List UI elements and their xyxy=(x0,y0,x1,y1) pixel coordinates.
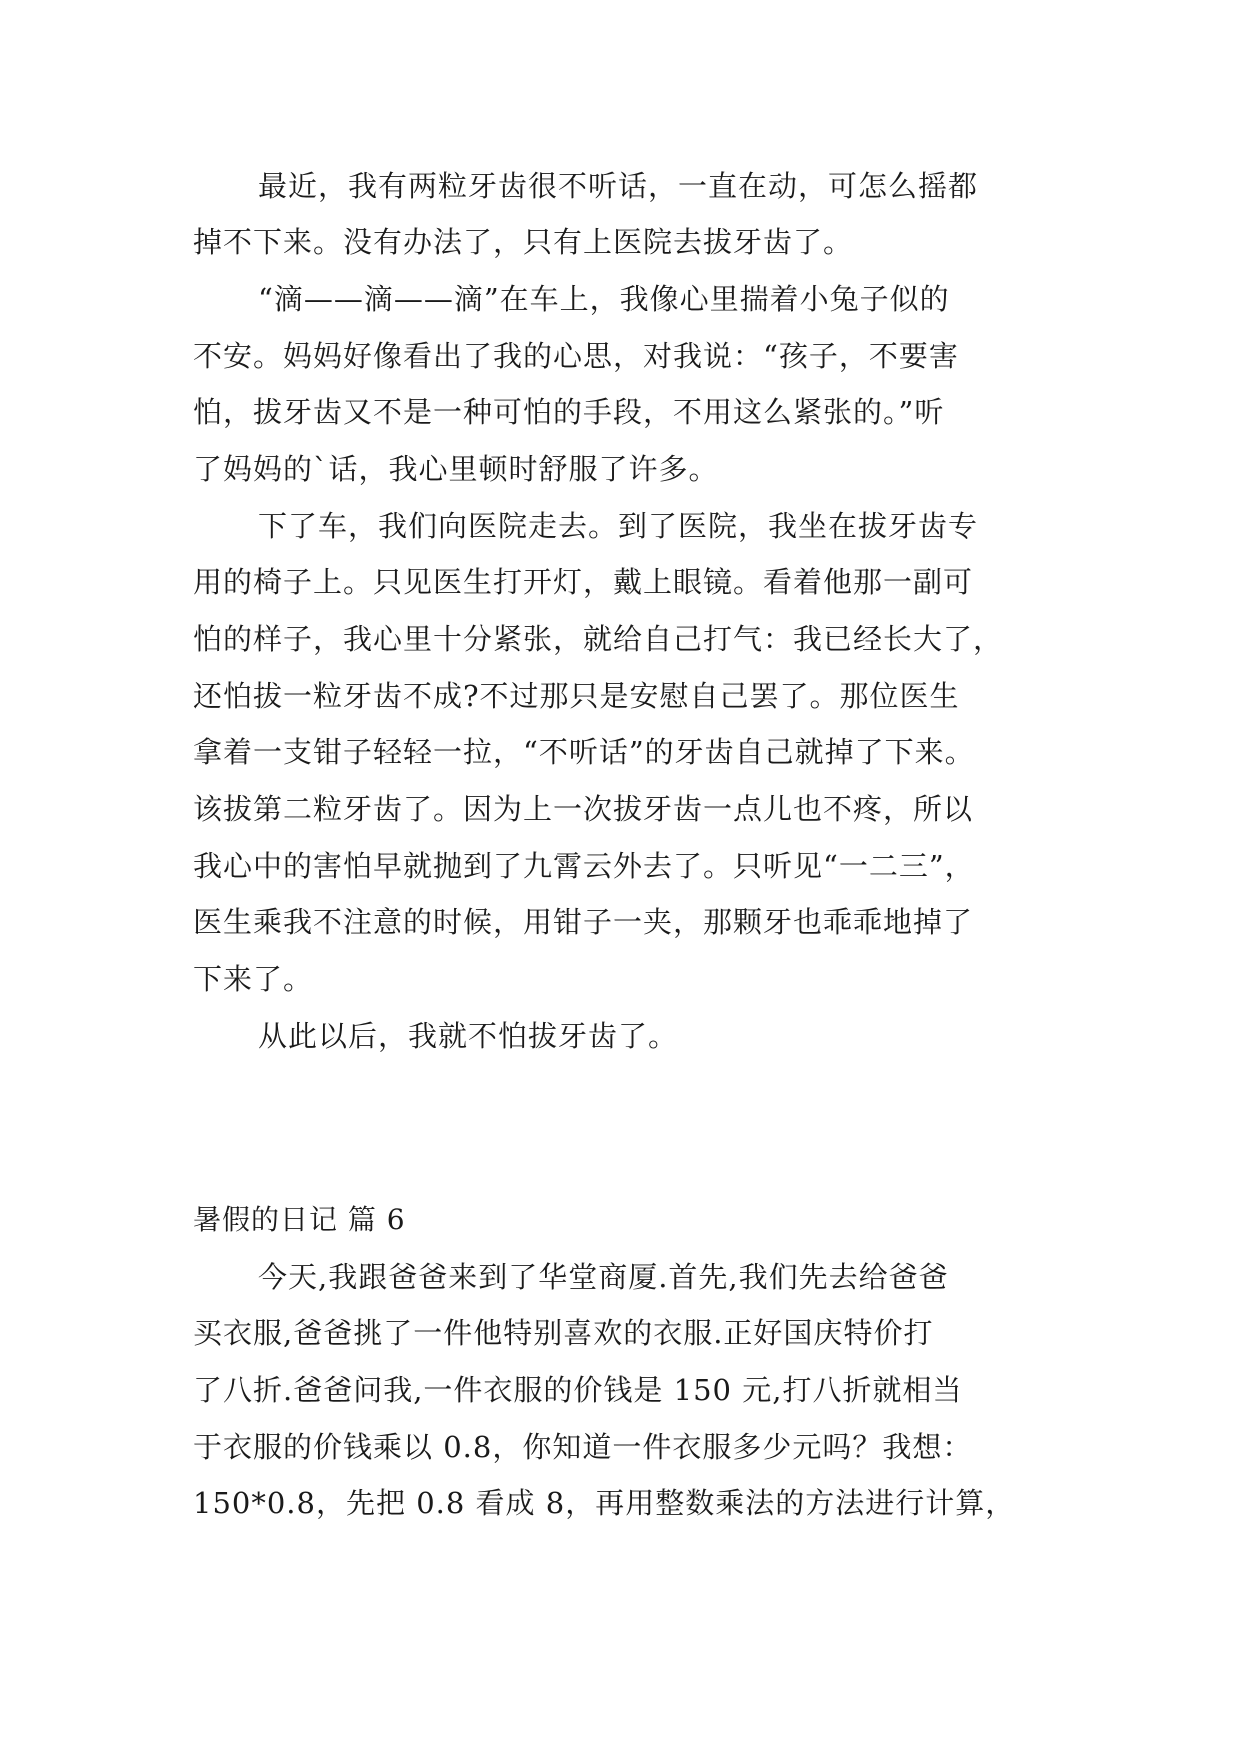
text-line: 了妈妈的`话，我心里顿时舒服了许多。 xyxy=(193,452,719,486)
text-line: 了八折.爸爸问我,一件衣服的价钱是 150 元,打八折就相当 xyxy=(193,1373,963,1407)
text-line: 怕，拔牙齿又不是一种可怕的手段，不用这么紧张的。”听 xyxy=(193,395,945,429)
text-line: 150*0.8，先把 0.8 看成 8，再用整数乘法的方法进行计算， xyxy=(193,1486,1016,1520)
text-line: 我心中的害怕早就抛到了九霄云外去了。只听见“一二三”， xyxy=(193,849,975,883)
section-title: 暑假的日记 篇 6 xyxy=(193,1203,406,1236)
text-line: 还怕拔一粒牙齿不成?不过那只是安慰自己罢了。那位医生 xyxy=(193,679,960,713)
text-line: 下了车，我们向医院走去。到了医院，我坐在拔牙齿专 xyxy=(258,509,979,543)
text-line: 不安。妈妈好像看出了我的心思，对我说：“孩子，不要害 xyxy=(193,339,959,373)
text-line: 最近，我有两粒牙齿很不听话，一直在动，可怎么摇都 xyxy=(258,169,979,203)
text-line: 买衣服,爸爸挑了一件他特别喜欢的衣服.正好国庆特价打 xyxy=(193,1316,934,1350)
text-line: 从此以后，我就不怕拔牙齿了。 xyxy=(258,1019,679,1053)
text-line: 该拔第二粒牙齿了。因为上一次拔牙齿一点儿也不疼，所以 xyxy=(193,792,974,826)
text-line: 医生乘我不注意的时候，用钳子一夹，那颗牙也乖乖地掉了 xyxy=(193,905,974,939)
text-line: 用的椅子上。只见医生打开灯，戴上眼镜。看着他那一副可 xyxy=(193,565,974,599)
text-line: 怕的样子，我心里十分紧张，就给自己打气：我已经长大了， xyxy=(193,622,1004,656)
text-line: 拿着一支钳子轻轻一拉，“不听话”的牙齿自己就掉了下来。 xyxy=(193,735,975,769)
text-line: 今天,我跟爸爸来到了华堂商厦.首先,我们先去给爸爸 xyxy=(258,1260,949,1294)
text-line: “滴——滴——滴”在车上，我像心里揣着小兔子似的 xyxy=(258,282,950,316)
text-line: 于衣服的价钱乘以 0.8，你知道一件衣服多少元吗？我想： xyxy=(193,1430,973,1464)
text-line: 下来了。 xyxy=(193,962,314,996)
text-line: 掉不下来。没有办法了，只有上医院去拔牙齿了。 xyxy=(193,225,854,259)
